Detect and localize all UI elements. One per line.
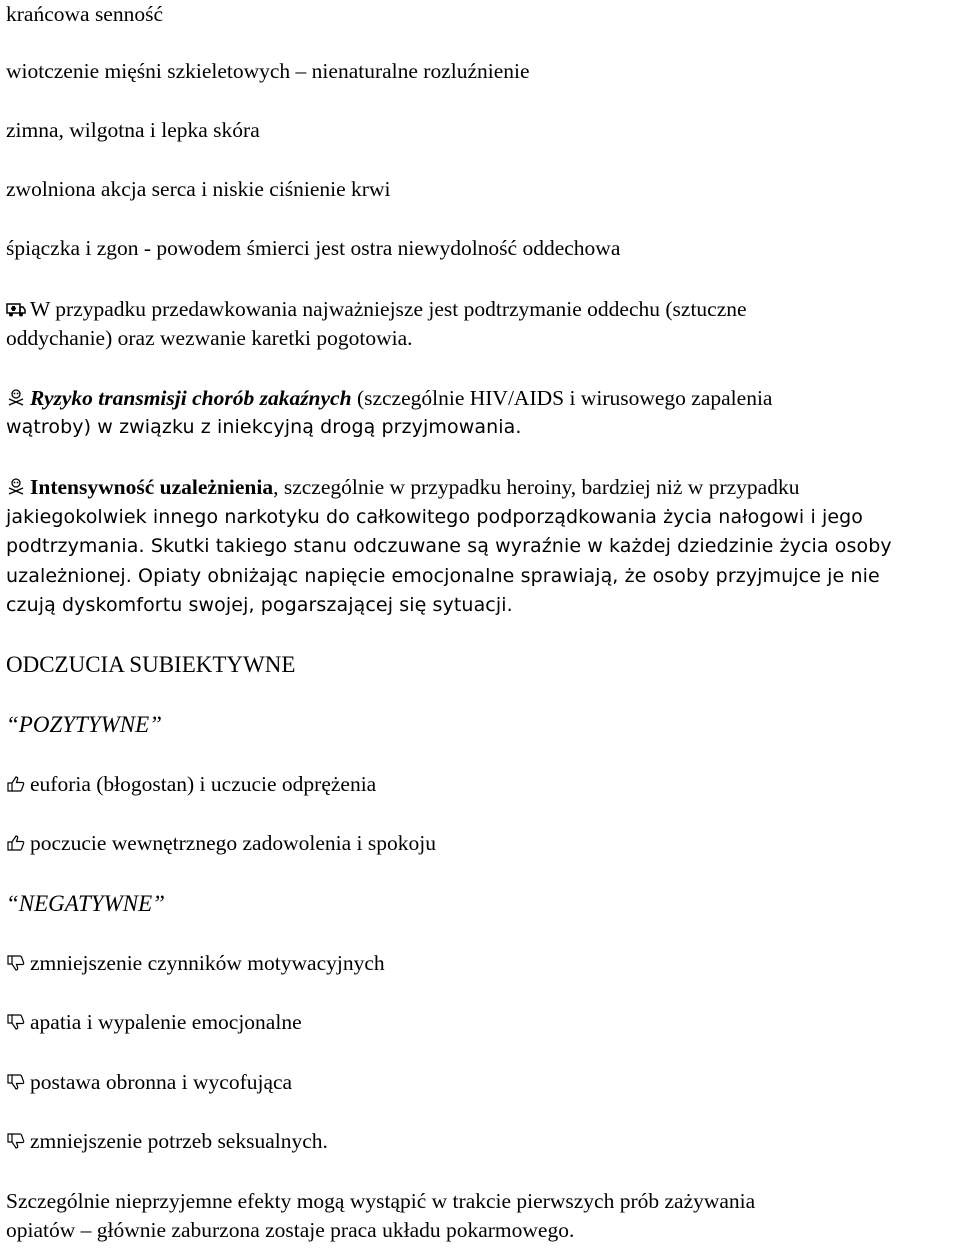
overdose-paragraph-line1 bbox=[6, 295, 956, 324]
negative-item bbox=[6, 949, 956, 978]
negative-item bbox=[6, 1068, 956, 1097]
closing-paragraph-line1: Szczególnie nieprzyjemne efekty mogą wystąpić w trakcie pierwszych prób zażywania bbox=[6, 1189, 756, 1213]
negative-item-text: zmniejszenie czynników motywacyjnych bbox=[30, 951, 385, 975]
intensity-paragraph-line5: czują dyskomfortu swojej, pogarszającej się sytuacji. bbox=[6, 594, 513, 616]
negative-item-text: postawa obronna i wycofująca bbox=[30, 1070, 293, 1094]
ambulance-icon bbox=[6, 300, 26, 318]
thumbs-up-icon bbox=[6, 834, 26, 852]
transmission-paragraph-line1 bbox=[6, 384, 956, 413]
skull-crossbones-icon bbox=[6, 389, 26, 407]
thumbs-down-icon bbox=[6, 954, 26, 972]
positive-item-text: euforia (błogostan) i uczucie odprężenia bbox=[30, 772, 377, 796]
transmission-title: Ryzyko transmisji chorób zakaźnych bbox=[30, 386, 352, 410]
positive-item bbox=[6, 829, 956, 858]
skull-crossbones-icon bbox=[6, 478, 26, 496]
negative-item bbox=[6, 1008, 956, 1037]
intensity-title: Intensywność uzależnienia bbox=[30, 475, 274, 499]
negative-item-text: apatia i wypalenie emocjonalne bbox=[30, 1010, 302, 1034]
positive-item-text: poczucie wewnętrznego zadowolenia i spokoju bbox=[30, 831, 436, 855]
thumbs-down-icon bbox=[6, 1013, 26, 1031]
negative-item-text: zmniejszenie potrzeb seksualnych. bbox=[30, 1129, 328, 1153]
overdose-paragraph-line2: oddychanie) oraz wezwanie karetki pogotowia. bbox=[6, 326, 413, 350]
symptom-line: śpiączka i zgon - powodem śmierci jest ostra niewydolność oddechowa bbox=[6, 236, 621, 260]
intensity-paragraph-line2: jakiegokolwiek innego narkotyku do całkowitego podporządkowania życia nałogowi i jego bbox=[6, 506, 864, 528]
symptom-line: zwolniona akcja serca i niskie ciśnienie krwi bbox=[6, 177, 391, 201]
positive-item bbox=[6, 770, 956, 799]
positive-heading: “POZYTYWNE” bbox=[6, 712, 162, 737]
intensity-paragraph-line3: podtrzymania. Skutki takiego stanu odczuwane są wyraźnie w każdej dziedzinie życia osoby bbox=[6, 535, 892, 557]
transmission-text: (szczególnie HIV/AIDS i wirusowego zapalenia bbox=[351, 386, 773, 410]
intensity-paragraph-line4: uzależnionej. Opiaty obniżając napięcie emocjonalne sprawiają, że osoby przyjmujce je nie bbox=[6, 565, 880, 587]
thumbs-down-icon bbox=[6, 1073, 26, 1091]
negative-item bbox=[6, 1127, 956, 1156]
thumbs-up-icon bbox=[6, 775, 26, 793]
closing-paragraph-line2: opiatów – głównie zaburzona zostaje praca układu pokarmowego. bbox=[6, 1218, 575, 1242]
overdose-text: W przypadku przedawkowania najważniejsze jest podtrzymanie oddechu (sztuczne bbox=[30, 297, 747, 321]
intensity-text: , szczególnie w przypadku heroiny, bardziej niż w przypadku bbox=[273, 475, 800, 499]
thumbs-down-icon bbox=[6, 1132, 26, 1150]
symptom-line: krańcowa senność bbox=[6, 2, 164, 26]
transmission-paragraph-line2: wątroby) w związku z iniekcyjną drogą przyjmowania. bbox=[6, 416, 522, 438]
negative-heading: “NEGATYWNE” bbox=[6, 891, 165, 916]
subjective-heading: ODCZUCIA SUBIEKTYWNE bbox=[6, 652, 296, 677]
intensity-paragraph-line1 bbox=[6, 473, 956, 502]
symptom-line: wiotczenie mięśni szkieletowych – nienaturalne rozluźnienie bbox=[6, 59, 530, 83]
symptom-line: zimna, wilgotna i lepka skóra bbox=[6, 118, 260, 142]
